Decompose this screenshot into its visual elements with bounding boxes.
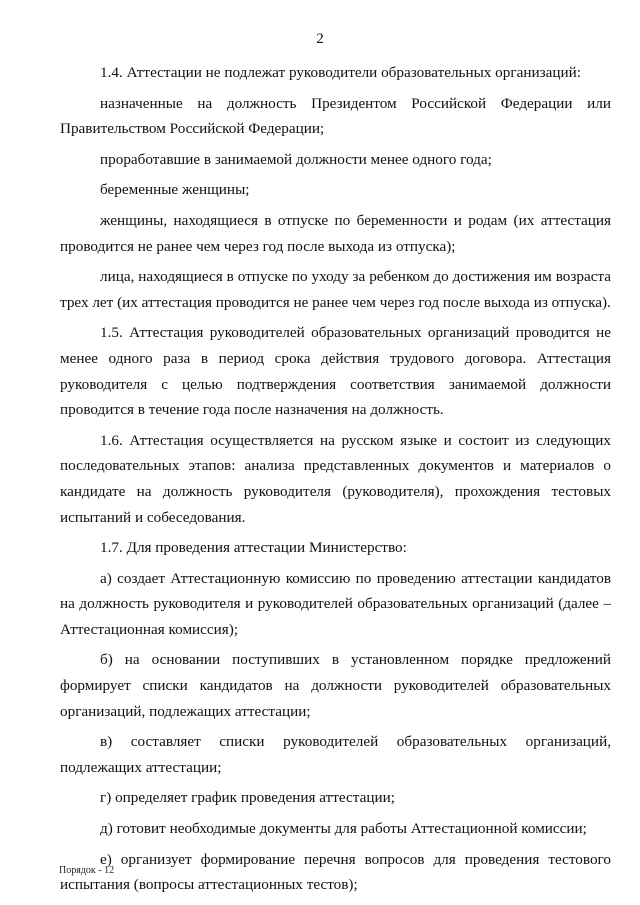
- paragraph-1-6: 1.6. Аттестация осуществляется на русском языке и состоит из следующих последовательных этапов: анализа представленных документов и материалов о кандидате на должность руководителя (руководителя), прохождения тестовых испытаний и собеседования.: [60, 431, 611, 526]
- page-number: 2: [316, 31, 324, 47]
- paragraph-1-4: 1.4. Аттестации не подлежат руководители образовательных организаций:: [100, 64, 581, 81]
- paragraph-1-5: 1.5. Аттестация руководителей образовательных организаций проводится не менее одного раза в период срока действия трудового договора. Аттестация руководителя с целью подтверждения соответствия занимаемой должности проводится в течение года после назначения на должность.: [60, 324, 611, 419]
- paragraph-childcare-leave: лица, находящиеся в отпуске по уходу за ребенком до достижения им возраста трех лет (их аттестация проводится не ранее чем через год после выхода из отпуска).: [60, 268, 611, 311]
- footer-document-label: Порядок - 12: [59, 865, 115, 876]
- paragraph-appointed: назначенные на должность Президентом Российской Федерации или Правительством Российской Федерации;: [60, 94, 611, 138]
- paragraph-item-v: в) составляет списки руководителей образовательных организаций, подлежащих аттестации;: [60, 733, 611, 776]
- paragraph-less-than-year: проработавшие в занимаемой должности менее одного года;: [100, 150, 492, 168]
- paragraph-item-e: е) организует формирование перечня вопросов для проведения тестового испытания (вопросы аттестационных тестов);: [60, 850, 611, 894]
- paragraph-pregnant: беременные женщины;: [100, 181, 250, 199]
- paragraph-item-d: д) готовит необходимые документы для работы Аттестационной комиссии;: [100, 820, 587, 838]
- paragraph-item-a: а) создает Аттестационную комиссию по проведению аттестации кандидатов на должность руководителя и руководителей образовательных организаций (далее – Аттестационная комиссия);: [60, 569, 611, 638]
- paragraph-item-b: б) на основании поступивших в установленном порядке предложений формирует списки кандидатов на должности руководителей образовательных организаций, подлежащих аттестации;: [60, 651, 611, 720]
- paragraph-1-7: 1.7. Для проведения аттестации Министерство:: [100, 539, 407, 557]
- paragraph-maternity-leave: женщины, находящиеся в отпуске по беременности и родам (их аттестация проводится не ранее чем через год после выхода из отпуска);: [60, 211, 611, 255]
- document-body: [60, 60, 611, 898]
- paragraph-item-g: г) определяет график проведения аттестации;: [100, 789, 395, 807]
